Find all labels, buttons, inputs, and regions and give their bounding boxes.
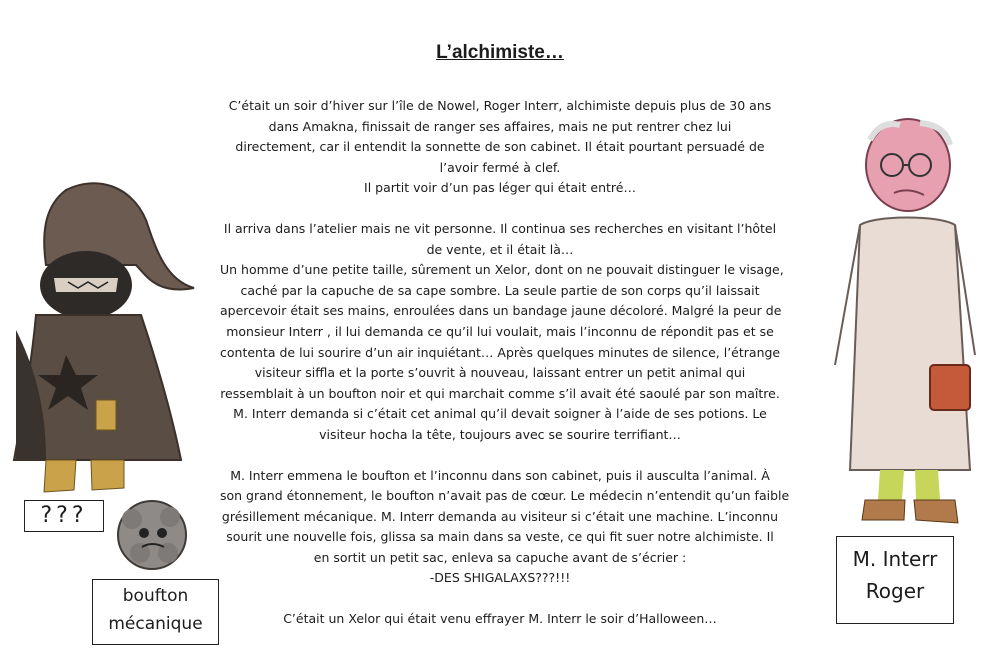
interr-label-line2: Roger — [865, 579, 925, 603]
paragraph-2 — [220, 219, 784, 446]
text-line: monsieur Interr , il lui demanda ce qu’il lui voulait, mais l’inconnu de répondit pas et se — [226, 323, 774, 339]
paragraph-1 — [220, 96, 780, 199]
text-line: directement, car il entendit la sonnette de son cabinet. Il était pourtant persuadé de — [235, 139, 765, 155]
text-line: C’était un soir d’hiver sur l’île de Nowel, Roger Interr, alchimiste depuis plus de 30 ans — [228, 98, 772, 113]
text-line: M. Interr emmena le boufton et l’inconnu dans son cabinet, puis il ausculta l’animal. À — [230, 467, 770, 483]
text-line: en sortit un petit sac, enleva sa capuche avant de s’écrier : — [313, 549, 687, 565]
text-line: apercevoir était ses mains, enroulées dans un bandage jaune décoloré. Malgré la peur de — [220, 303, 782, 319]
story-body — [220, 96, 790, 630]
story-title: L’alchimiste… — [436, 42, 564, 63]
text-line: Il arriva dans l’atelier mais ne vit personne. Il continua ses recherches en visitant l’hôtel — [223, 220, 777, 236]
text-line: l’avoir fermé à clef. — [439, 159, 561, 175]
text-line: caché par la capuche de sa cape sombre. La seule partie de son corps qu’il laissait — [240, 282, 760, 298]
text-line: contenta de lui sourire d’un air inquiétant… Après quelques minutes de silence, l’étrange — [220, 344, 781, 360]
text-line: de vente, et il était là… — [426, 241, 574, 257]
text-line: C’était un Xelor qui était venu effrayer M. Interr le soir d’Halloween… — [283, 611, 717, 627]
boufton-illustration — [110, 493, 195, 578]
text-line: ressemblait à un boufton noir et qui marchait comme s’il avait été saoulé par son maître. — [220, 385, 780, 401]
boufton-label-line2: mécanique — [108, 614, 203, 634]
interr-label-line1: M. Interr — [852, 547, 938, 571]
interr-label — [836, 536, 954, 624]
text-line: Un homme d’une petite taille, sûrement un Xelor, dont on ne pouvait distinguer le visage, — [220, 262, 784, 278]
text-line: grésillement mécanique. M. Interr demanda au visiteur si c’était une machine. L’inconnu — [221, 508, 779, 524]
boufton-label — [92, 579, 219, 645]
text-line: dans Amakna, finissait de ranger ses affaires, mais ne put rentrer chez lui — [268, 118, 732, 134]
text-line: Il partit voir d’un pas léger qui était entré… — [364, 180, 636, 196]
boufton-label-line1: boufton — [122, 586, 189, 606]
text-line: visiteur hocha la tête, toujours avec se sourire terrifiant… — [319, 426, 681, 442]
text-line: sourit une nouvelle fois, glissa sa main dans sa veste, ce qui fit suer notre alchimiste. Il — [226, 529, 774, 545]
text-line: visiteur siffla et la porte s’ouvrit à nouveau, laissant entrer un petit animal qui — [254, 365, 746, 381]
text-line: M. Interr demanda si c’était cet animal qu’il devait soigner à l’aide de ses potions. Le — [233, 406, 767, 422]
unknown-label: ??? — [24, 500, 104, 532]
paragraph-4 — [220, 609, 780, 630]
paragraph-3 — [220, 466, 790, 590]
roger-interr-illustration — [820, 115, 990, 535]
text-line: son grand étonnement, le boufton n’avait pas de cœur. Le médecin n’entendit qu’un faible — [220, 488, 790, 504]
hooded-xelor-illustration — [6, 170, 206, 500]
text-line: -DES SHIGALAXS???!!! — [429, 570, 571, 586]
